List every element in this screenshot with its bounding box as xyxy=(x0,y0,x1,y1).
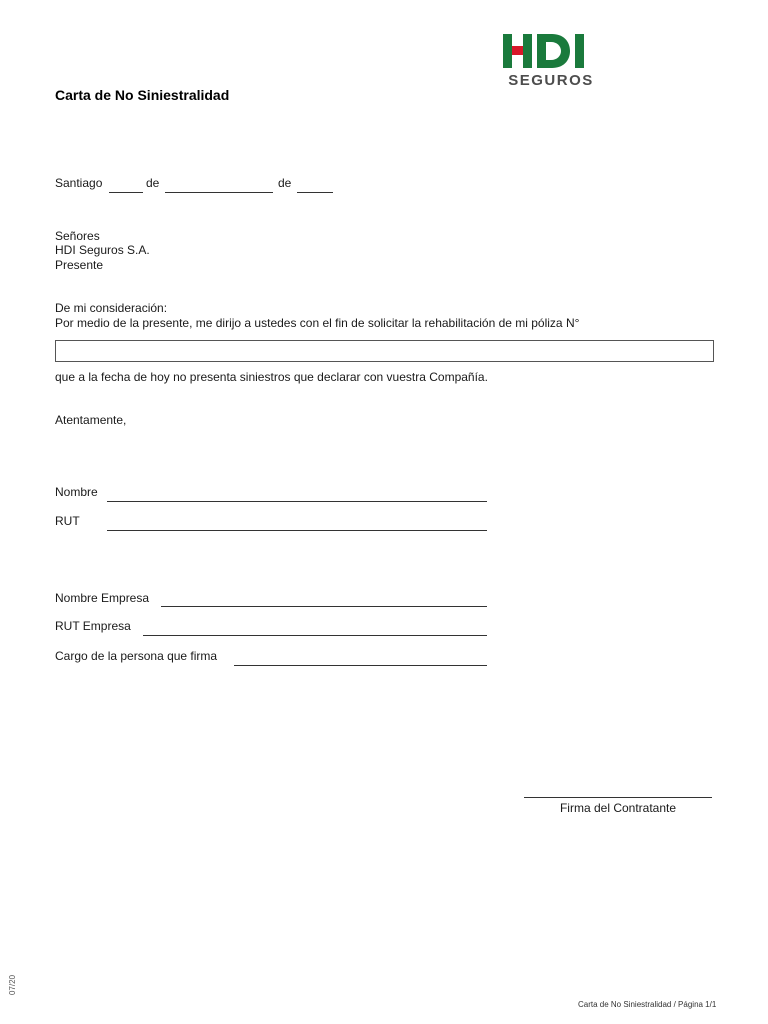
greeting: De mi consideración: xyxy=(55,301,168,315)
cargo-label: Cargo de la persona que firma xyxy=(55,649,218,663)
rut-field[interactable] xyxy=(107,530,487,531)
nombre-empresa-label: Nombre Empresa xyxy=(55,591,150,605)
date-de-label-1: de xyxy=(146,176,160,190)
policy-number-field[interactable] xyxy=(55,340,714,362)
date-city-label: Santiago xyxy=(55,176,103,190)
request-text: Por medio de la presente, me dirijo a ustedes con el fin de solicitar la rehabilitación de mi póliza N° xyxy=(55,316,580,330)
date-month-field[interactable] xyxy=(165,192,273,193)
cargo-field[interactable] xyxy=(234,665,487,666)
date-year-field[interactable] xyxy=(297,192,333,193)
nombre-field[interactable] xyxy=(107,501,487,502)
recipient-line-1: Señores xyxy=(55,229,100,243)
rut-label: RUT xyxy=(55,514,80,528)
recipient-line-3: Presente xyxy=(55,258,104,272)
footer-page-label: Carta de No Siniestralidad / Página 1/1 xyxy=(578,1000,717,1009)
date-de-label-2: de xyxy=(278,176,292,190)
recipient-line-2: HDI Seguros S.A. xyxy=(55,243,150,257)
closing-text: Atentamente, xyxy=(55,413,127,427)
footer-version-code: 07/20 xyxy=(8,974,17,995)
document-title: Carta de No Siniestralidad xyxy=(55,87,230,103)
nombre-label: Nombre xyxy=(55,485,98,499)
declaration-text: que a la fecha de hoy no presenta siniestros que declarar con vuestra Compañía. xyxy=(55,370,488,384)
hdi-logo-mark xyxy=(503,34,597,68)
nombre-empresa-field[interactable] xyxy=(161,606,487,607)
rut-empresa-label: RUT Empresa xyxy=(55,619,131,633)
signature-label: Firma del Contratante xyxy=(559,801,677,815)
date-day-field[interactable] xyxy=(109,192,143,193)
logo-subtitle: SEGUROS xyxy=(508,72,594,89)
rut-empresa-field[interactable] xyxy=(143,635,487,636)
signature-line[interactable] xyxy=(524,797,712,798)
hdi-seguros-logo xyxy=(503,34,599,90)
